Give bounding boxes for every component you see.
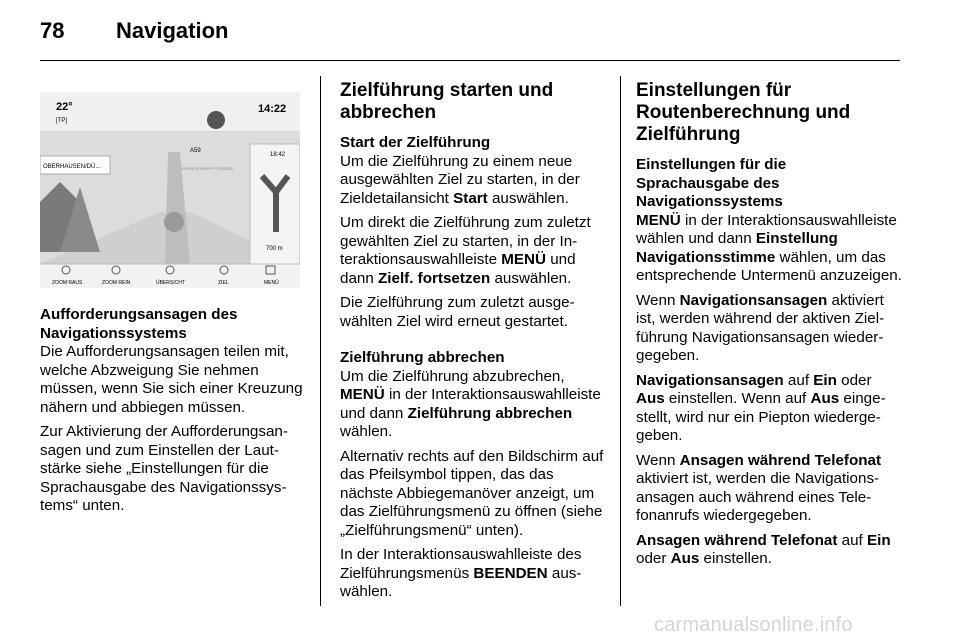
navigation-map-graphic <box>40 92 300 288</box>
col2-subheading-cancel: Zielführung abbrechen <box>340 349 505 366</box>
col2-paragraph-3: Die Zielführung zum zuletzt ausgewählten Ziel wird erneut gestartet. <box>340 294 575 330</box>
menu-button[interactable]: MENÜ <box>264 280 279 286</box>
col2-title: Zielführung starten und abbrechen <box>340 80 554 123</box>
col2-subheading-start: Start der Zielführung <box>340 134 491 151</box>
zoom-in-button[interactable]: ZOOM REIN <box>102 280 131 286</box>
col3-title: Einstellungen für Routenberechnung und Zielführung <box>636 80 851 145</box>
col2-paragraph-6: In der Interaktionsauswahlleiste des Zielführungsmenüs BEENDEN auswählen. <box>340 546 582 600</box>
col2-paragraph-4: Um die Zielführung abzubrechen, MENÜ in der Interaktionsauswahlleiste und dann Zielführung abbrechen wählen. <box>340 367 601 440</box>
city-label: OBERHAUSEN/DÜ... <box>43 164 101 170</box>
column-divider-1 <box>320 76 321 606</box>
temperature-text: 22° <box>56 101 73 113</box>
zoom-out-button[interactable]: ZOOM RAUS <box>52 280 83 286</box>
column-1 <box>40 306 308 522</box>
col1-heading: Aufforderungsansagen des Navigationssystems <box>40 306 238 342</box>
street-label: THYSSEN KRUPP STRASSE <box>180 166 234 171</box>
col2-paragraph-2: Um direkt die Zielführung zum zuletzt gewählten Ziel zu starten, in der Interaktionsauswahlleiste MENÜ und dann Zielf. fortsetzen auswählen. <box>340 214 591 287</box>
overview-button[interactable]: ÜBERSICHT <box>156 280 185 286</box>
destination-button[interactable]: ZIEL <box>218 280 229 286</box>
navigation-screen-image <box>40 92 300 288</box>
col2-paragraph-5: Alternativ rechts auf den Bildschirm auf das Pfeilsymbol tippen, das das nächste Abbiegemanöver anzeigt, um das Zielführungsmenü zu öffnen (siehe „Zielführungsmenü“ unten). <box>340 447 604 539</box>
col3-paragraph-1: MENÜ in der Interaktionsauswahlleiste wählen und dann Einstellung Navigationsstimme wählen, um das entsprechende Untermenü anzuzeigen. <box>636 211 902 284</box>
distance-label: 700 m <box>266 246 283 252</box>
column-2 <box>340 80 610 608</box>
watermark: carmanualsonline.info <box>654 614 853 636</box>
col3-paragraph-2: Wenn Navigationsansagen aktiviert ist, werden während der aktiven Zielführung Navigationsansagen wiedergegeben. <box>636 291 885 364</box>
column-3 <box>636 80 902 575</box>
road-label: A59 <box>190 148 201 154</box>
col3-paragraph-5: Ansagen während Telefonat auf Ein oder Aus einstellen. <box>636 531 891 567</box>
col1-paragraph-2: Zur Aktivierung der Aufforderungsansagen und zum Einstellen der Lautstärke siehe „Einstellungen für die Sprachausgabe des Navigationssystems“ unten. <box>40 423 288 514</box>
tp-text: [TP] <box>56 118 68 124</box>
arrival-time: 18:42 <box>270 152 286 158</box>
page-number: 78 <box>40 18 65 43</box>
col3-paragraph-4: Wenn Ansagen während Telefonat aktiviert ist, werden die Navigationsansagen auch während eines Telefonanrufs wiedergegeben. <box>636 451 882 524</box>
col2-paragraph-1: Um die Zielführung zu einem neue ausgewählten Ziel zu starten, in der Zieldetailansicht Start auswählen. <box>340 152 580 207</box>
col3-subheading: Einstellungen für die Sprachausgabe des Navigationssystems <box>636 156 787 210</box>
col1-paragraph-1: Die Aufforderungsansagen teilen mit, welche Abzweigung Sie nehmen müssen, wenn Sie sich einer Kreuzung nähern und abbiegen müssen. <box>40 343 303 416</box>
column-divider-2 <box>620 76 621 606</box>
col3-paragraph-3: Navigationsansagen auf Ein oder Aus einstellen. Wenn auf Aus eingestellt, wird nur ein Piepton wiedergegeben. <box>636 371 886 444</box>
page-title: Navigation <box>116 18 229 43</box>
header-rule <box>40 60 900 61</box>
clock-text: 14:22 <box>258 103 287 115</box>
